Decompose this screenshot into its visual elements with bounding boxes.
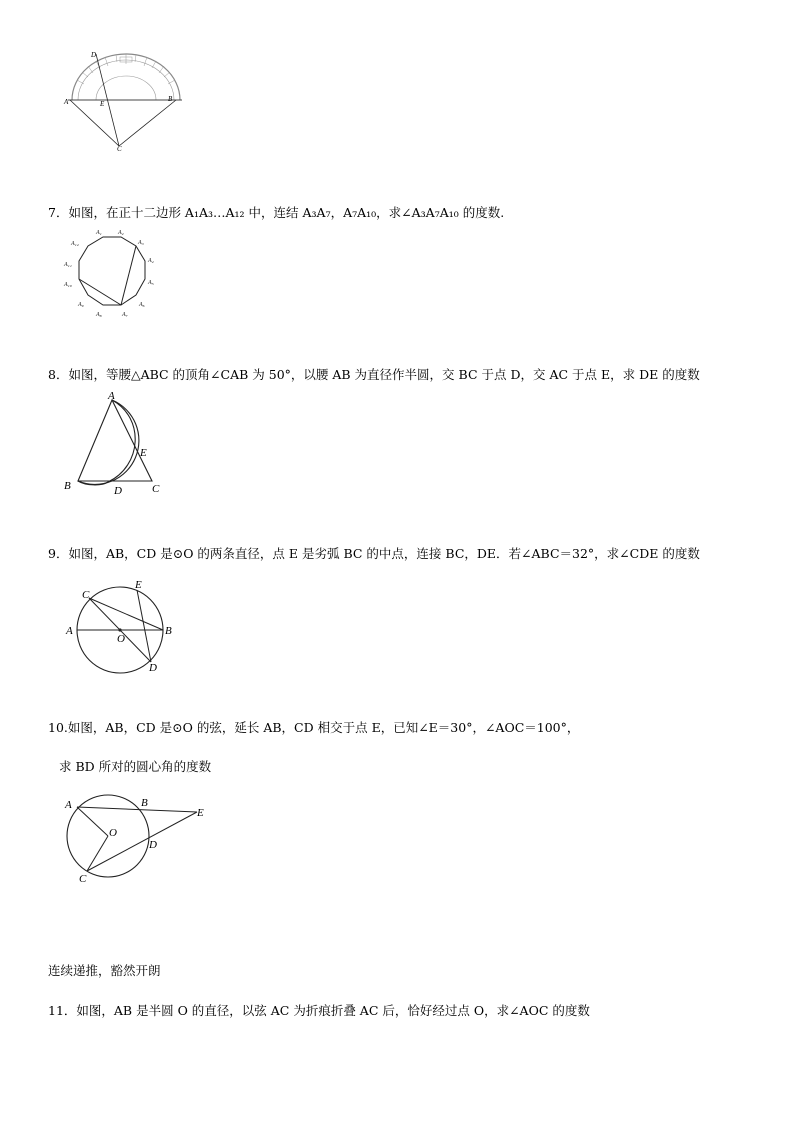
dodecagon-label-a2: A₂ (118, 230, 124, 236)
figure-8-label-b: B (64, 480, 71, 492)
protractor-label-e: E (100, 100, 105, 108)
protractor-figure (60, 48, 190, 153)
figure-10-label-e: E (197, 807, 204, 819)
figure-10-label-d: D (149, 839, 157, 851)
dodecagon-label-a3: A₃ (138, 240, 144, 246)
protractor-label-b: B (168, 95, 173, 103)
figure-8-label-d: D (114, 485, 122, 497)
figure-8-label-c: C (152, 483, 160, 495)
question-9-text: 如图，AB，CD 是⊙O 的两条直径，点 E 是劣弧 BC 的中点，连接 BC，DE．若∠ABC＝32°，求∠CDE 的度数 (68, 546, 700, 561)
figure-8-label-a: A (108, 390, 115, 402)
question-11-number: 11． (48, 1003, 77, 1018)
dodecagon-label-a1: A₁ (96, 230, 102, 236)
figure-8-label-e: E (140, 447, 147, 459)
figure-10 (60, 792, 220, 886)
dodecagon-label-a8: A₈ (96, 312, 102, 318)
figure-8 (60, 388, 170, 498)
figure-10-label-a: A (65, 799, 72, 811)
question-9 (48, 546, 700, 562)
question-7 (48, 205, 504, 221)
question-7-number: 7． (48, 205, 69, 220)
dodecagon-label-a10: A₁₀ (64, 282, 72, 288)
figure-9-label-a: A (66, 625, 73, 637)
figure-10-label-o: O (109, 827, 117, 839)
question-8 (48, 367, 700, 383)
figure-9-label-c: C (82, 589, 90, 601)
dodecagon-label-a5: A₅ (148, 280, 154, 286)
protractor-label-a: A (64, 98, 69, 106)
dodecagon-figure (58, 224, 168, 328)
question-10-text-1: 如图，AB，CD 是⊙O 的弦，延长 AB，CD 相交于点 E，已知∠E＝30°，∠AOC＝100°， (67, 720, 580, 735)
question-10-line1 (48, 720, 579, 736)
figure-9 (60, 576, 185, 676)
figure-9-label-d: D (149, 662, 157, 674)
question-8-number: 8． (48, 367, 69, 382)
question-11-text: 如图，AB 是半圆 O 的直径，以弦 AC 为折痕折叠 AC 后，恰好经过点 O，求∠AOC 的度数 (76, 1003, 590, 1018)
section-heading: 连续递推，豁然开朗 (48, 963, 161, 978)
figure-9-label-e: E (135, 579, 142, 591)
dodecagon-label-a4: A₄ (148, 258, 154, 264)
dodecagon-label-a6: A₆ (139, 302, 145, 308)
dodecagon-label-a9: A₉ (78, 302, 84, 308)
figure-9-label-b: B (165, 625, 172, 637)
protractor-label-c: C (117, 145, 122, 153)
figure-10-label-c: C (79, 873, 87, 885)
dodecagon-label-a11: A₁₁ (64, 262, 72, 268)
figure-9-label-o: O (117, 633, 125, 645)
protractor-label-d: D (91, 51, 97, 59)
question-8-text: 如图，等腰△ABC 的顶角∠CAB 为 50°，以腰 AB 为直径作半圆，交 BC 于点 D，交 AC 于点 E，求 DE 的度数 (68, 367, 700, 382)
figure-10-label-b: B (141, 797, 148, 809)
question-7-text: 如图，在正十二边形 A₁A₃…A₁₂ 中，连结 A₃A₇，A₇A₁₀，求∠A₃A₇A₁₀ 的度数. (68, 205, 505, 220)
dodecagon-label-a12: A₁₂ (71, 241, 79, 247)
question-10-number: 10. (48, 720, 68, 735)
question-10-line2: 求 BD 所对的圆心角的度数 (59, 759, 212, 774)
question-11 (48, 1003, 590, 1019)
dodecagon-label-a7: A₇ (122, 312, 128, 318)
question-9-number: 9． (48, 546, 69, 561)
